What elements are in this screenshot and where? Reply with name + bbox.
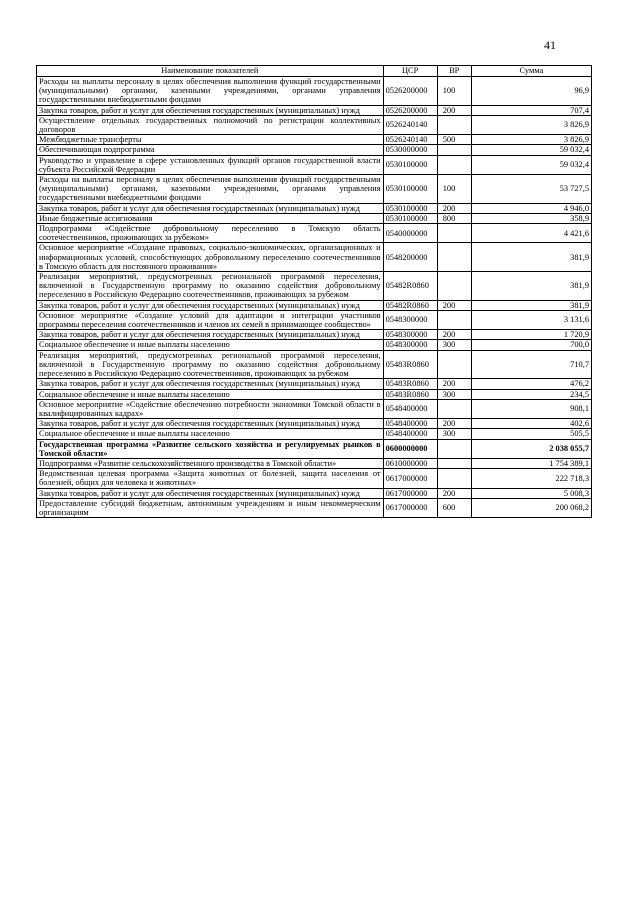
table-row bbox=[37, 498, 592, 517]
table-row bbox=[37, 203, 592, 213]
cell-csr: 0530100000 bbox=[383, 213, 437, 223]
cell-csr: 0526240140 bbox=[383, 135, 437, 145]
cell-csr: 0610000000 bbox=[383, 458, 437, 468]
table-row bbox=[37, 115, 592, 134]
cell-vr: 200 bbox=[437, 330, 471, 340]
cell-sum: 1 754 389,1 bbox=[471, 458, 591, 468]
table-row bbox=[37, 213, 592, 223]
table-row bbox=[37, 145, 592, 155]
cell-vr bbox=[437, 155, 471, 174]
cell-sum: 505,5 bbox=[471, 429, 591, 439]
table-header-row bbox=[37, 66, 592, 77]
cell-csr: 0617000000 bbox=[383, 498, 437, 517]
cell-vr bbox=[437, 350, 471, 379]
cell-sum: 53 727,5 bbox=[471, 175, 591, 204]
cell-sum: 3 826,9 bbox=[471, 135, 591, 145]
cell-csr: 0548400000 bbox=[383, 419, 437, 429]
cell-name: Осуществление отдельных государственных полномочий по регистрации коллективных договоров bbox=[37, 115, 384, 134]
table-row bbox=[37, 175, 592, 204]
cell-csr: 0548400000 bbox=[383, 399, 437, 418]
cell-sum: 908,1 bbox=[471, 399, 591, 418]
cell-csr: 0548300000 bbox=[383, 310, 437, 329]
cell-name: Иные бюджетные ассигнования bbox=[37, 213, 384, 223]
cell-vr: 200 bbox=[437, 203, 471, 213]
table-row bbox=[37, 330, 592, 340]
cell-sum: 358,9 bbox=[471, 213, 591, 223]
cell-name: Закупка товаров, работ и услуг для обеспечения государственных (муниципальных) нужд bbox=[37, 105, 384, 115]
cell-name: Основное мероприятие «Создание правовых, социально-экономических, организационных и информационных условий, способствующих добровольному переселению соотечественников в Томскую область для постоянного проживания» bbox=[37, 243, 384, 272]
cell-vr: 300 bbox=[437, 340, 471, 350]
table-row bbox=[37, 300, 592, 310]
cell-vr bbox=[437, 310, 471, 329]
cell-sum: 402,6 bbox=[471, 419, 591, 429]
cell-csr: 0617000000 bbox=[383, 488, 437, 498]
cell-csr: 05483R0860 bbox=[383, 350, 437, 379]
cell-sum: 4 946,0 bbox=[471, 203, 591, 213]
cell-name: Подпрограмма «Развитие сельскохозяйственного производства в Томской области» bbox=[37, 458, 384, 468]
cell-vr bbox=[437, 145, 471, 155]
cell-csr: 0526240140 bbox=[383, 115, 437, 134]
cell-vr bbox=[437, 469, 471, 488]
cell-sum: 59 032,4 bbox=[471, 155, 591, 174]
cell-csr: 0548300000 bbox=[383, 340, 437, 350]
table-row bbox=[37, 488, 592, 498]
cell-vr bbox=[437, 458, 471, 468]
cell-name: Реализация мероприятий, предусмотренных региональной программой переселения, включенной в Государственную программу по оказанию содействия добровольному переселению в Российскую Федерацию соотечественников, проживающих за рубежом bbox=[37, 272, 384, 301]
cell-vr: 500 bbox=[437, 135, 471, 145]
cell-vr: 200 bbox=[437, 300, 471, 310]
cell-sum: 3 131,6 bbox=[471, 310, 591, 329]
cell-csr: 0548200000 bbox=[383, 243, 437, 272]
cell-name: Закупка товаров, работ и услуг для обеспечения государственных (муниципальных) нужд bbox=[37, 330, 384, 340]
cell-sum: 381,9 bbox=[471, 243, 591, 272]
table-row bbox=[37, 155, 592, 174]
table-row bbox=[37, 135, 592, 145]
cell-vr: 300 bbox=[437, 389, 471, 399]
cell-sum: 2 038 055,7 bbox=[471, 439, 591, 458]
table-row bbox=[37, 379, 592, 389]
cell-csr: 0526200000 bbox=[383, 105, 437, 115]
cell-csr: 05482R0860 bbox=[383, 272, 437, 301]
cell-vr: 300 bbox=[437, 429, 471, 439]
cell-name: Предоставление субсидий бюджетным, автономным учреждениям и иным некоммерческим организациям bbox=[37, 498, 384, 517]
cell-name: Расходы на выплаты персоналу в целях обеспечения выполнения функций государственными (муниципальными) органами, казенными учреждениями, органами управления государственными внебюджетными фондами bbox=[37, 77, 384, 106]
cell-vr: 200 bbox=[437, 105, 471, 115]
cell-sum: 4 421,6 bbox=[471, 224, 591, 243]
cell-vr: 800 bbox=[437, 213, 471, 223]
cell-vr bbox=[437, 243, 471, 272]
cell-sum: 3 826,9 bbox=[471, 115, 591, 134]
page-number: 41 bbox=[544, 38, 556, 52]
table-row bbox=[37, 340, 592, 350]
table-row bbox=[37, 399, 592, 418]
cell-csr: 0530100000 bbox=[383, 203, 437, 213]
cell-name: Социальное обеспечение и иные выплаты населению bbox=[37, 340, 384, 350]
cell-sum: 222 718,3 bbox=[471, 469, 591, 488]
cell-name: Государственная программа «Развитие сельского хозяйства и регулируемых рынков в Томской области» bbox=[37, 439, 384, 458]
cell-csr: 0548300000 bbox=[383, 330, 437, 340]
table-row bbox=[37, 429, 592, 439]
table-row bbox=[37, 458, 592, 468]
header-vr: ВР bbox=[437, 66, 471, 77]
table-row bbox=[37, 243, 592, 272]
cell-name: Основное мероприятие «Содействие обеспечению потребности экономики Томской области в квалифицированных кадрах» bbox=[37, 399, 384, 418]
cell-vr bbox=[437, 399, 471, 418]
cell-name: Руководство и управление в сфере установленных функций органов государственной власти субъекта Российской Федерации bbox=[37, 155, 384, 174]
cell-sum: 700,0 bbox=[471, 340, 591, 350]
table-row bbox=[37, 224, 592, 243]
table-row bbox=[37, 77, 592, 106]
cell-vr: 200 bbox=[437, 379, 471, 389]
table-row bbox=[37, 389, 592, 399]
cell-vr bbox=[437, 115, 471, 134]
cell-sum: 381,9 bbox=[471, 272, 591, 301]
header-name: Наименование показателей bbox=[37, 66, 384, 77]
budget-table bbox=[36, 65, 592, 518]
cell-name: Закупка товаров, работ и услуг для обеспечения государственных (муниципальных) нужд bbox=[37, 300, 384, 310]
cell-csr: 05483R0860 bbox=[383, 389, 437, 399]
cell-name: Расходы на выплаты персоналу в целях обеспечения выполнения функций государственными (муниципальными) органами, казенными учреждениями, органами управления государственными внебюджетными фондами bbox=[37, 175, 384, 204]
cell-csr: 0548400000 bbox=[383, 429, 437, 439]
cell-sum: 381,9 bbox=[471, 300, 591, 310]
table-row bbox=[37, 105, 592, 115]
cell-name: Закупка товаров, работ и услуг для обеспечения государственных (муниципальных) нужд bbox=[37, 203, 384, 213]
cell-csr: 0617000000 bbox=[383, 469, 437, 488]
cell-name: Подпрограмма «Содействие добровольному переселению в Томскую область соотечественников, проживающих за рубежом» bbox=[37, 224, 384, 243]
cell-csr: 0530000000 bbox=[383, 145, 437, 155]
cell-sum: 476,2 bbox=[471, 379, 591, 389]
cell-name: Основное мероприятие «Создание условий для адаптации и интеграции участников программы переселения соотечественников и членов их семей в принимающее сообщество» bbox=[37, 310, 384, 329]
cell-name: Закупка товаров, работ и услуг для обеспечения государственных (муниципальных) нужд bbox=[37, 379, 384, 389]
cell-csr: 0540000000 bbox=[383, 224, 437, 243]
table-row bbox=[37, 272, 592, 301]
cell-vr bbox=[437, 272, 471, 301]
cell-vr: 100 bbox=[437, 175, 471, 204]
cell-sum: 710,7 bbox=[471, 350, 591, 379]
cell-sum: 5 008,3 bbox=[471, 488, 591, 498]
header-csr: ЦСР bbox=[383, 66, 437, 77]
cell-vr bbox=[437, 224, 471, 243]
cell-vr: 200 bbox=[437, 488, 471, 498]
cell-vr: 100 bbox=[437, 77, 471, 106]
cell-name: Межбюджетные трансферты bbox=[37, 135, 384, 145]
cell-name: Реализация мероприятий, предусмотренных региональной программой переселения, включенной в Государственную программу по оказанию содействия добровольному переселению в Российскую Федерацию соотечественников, проживающих за рубежом bbox=[37, 350, 384, 379]
cell-name: Закупка товаров, работ и услуг для обеспечения государственных (муниципальных) нужд bbox=[37, 419, 384, 429]
cell-vr: 200 bbox=[437, 419, 471, 429]
cell-csr: 0526200000 bbox=[383, 77, 437, 106]
cell-csr: 05483R0860 bbox=[383, 379, 437, 389]
cell-csr: 0530100000 bbox=[383, 175, 437, 204]
cell-csr: 05482R0860 bbox=[383, 300, 437, 310]
table-row bbox=[37, 350, 592, 379]
cell-sum: 59 032,4 bbox=[471, 145, 591, 155]
cell-sum: 707,4 bbox=[471, 105, 591, 115]
cell-name: Социальное обеспечение и иные выплаты населению bbox=[37, 429, 384, 439]
cell-sum: 1 720,9 bbox=[471, 330, 591, 340]
cell-vr: 600 bbox=[437, 498, 471, 517]
table-body bbox=[37, 77, 592, 518]
cell-name: Ведомственная целевая программа «Защита животных от болезней, защита населения от болезней, общих для человека и животных» bbox=[37, 469, 384, 488]
cell-csr: 0600000000 bbox=[383, 439, 437, 458]
header-sum: Сумма bbox=[471, 66, 591, 77]
table-row bbox=[37, 469, 592, 488]
cell-sum: 234,5 bbox=[471, 389, 591, 399]
table-row bbox=[37, 310, 592, 329]
cell-vr bbox=[437, 439, 471, 458]
cell-sum: 200 068,2 bbox=[471, 498, 591, 517]
table-row bbox=[37, 439, 592, 458]
cell-name: Социальное обеспечение и иные выплаты населению bbox=[37, 389, 384, 399]
table-row bbox=[37, 419, 592, 429]
cell-name: Обеспечивающая подпрограмма bbox=[37, 145, 384, 155]
cell-name: Закупка товаров, работ и услуг для обеспечения государственных (муниципальных) нужд bbox=[37, 488, 384, 498]
cell-sum: 96,9 bbox=[471, 77, 591, 106]
cell-csr: 0530100000 bbox=[383, 155, 437, 174]
